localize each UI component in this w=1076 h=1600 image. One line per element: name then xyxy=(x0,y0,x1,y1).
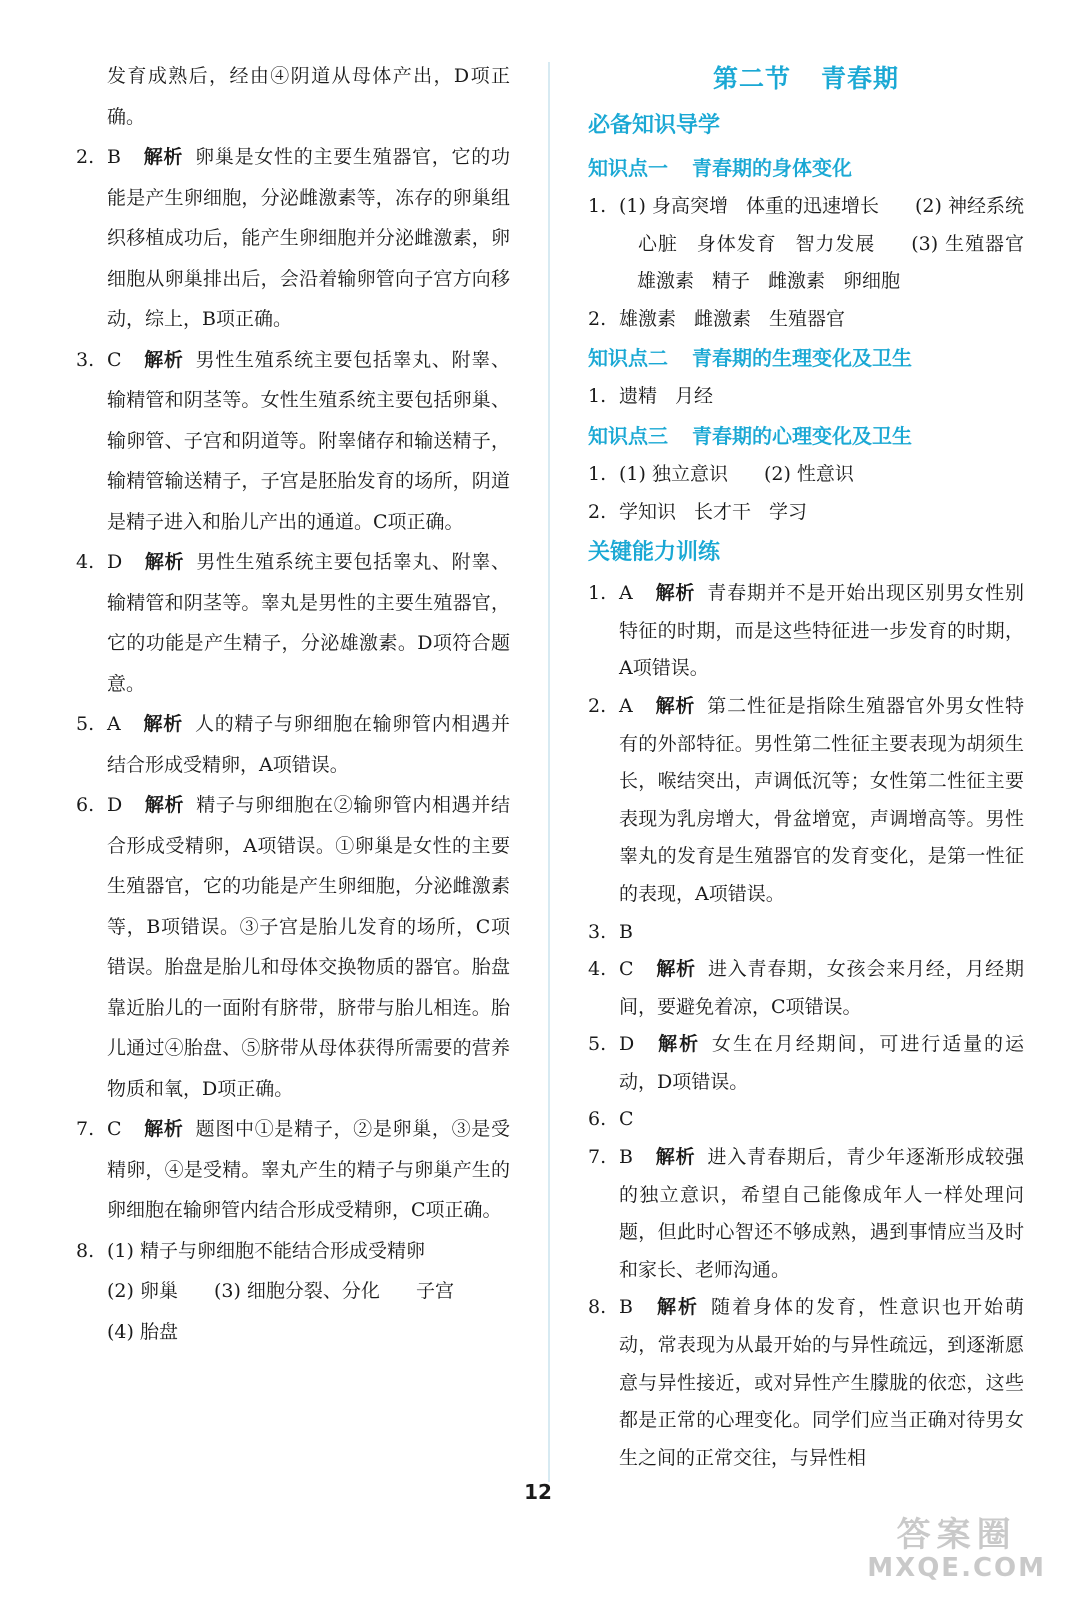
training-item-4: 4. C 解析 进入青春期，女孩会来月经，月经期间，要避免着凉，C项错误。 xyxy=(588,958,1024,1018)
answer-item-7: 7. C 解析 题图中①是精子，②是卵巢，③是受精卵，④是受精。睾丸产生的精子与卵巢产生的卵细胞在输卵管内结合形成受精卵，C项正确。 xyxy=(76,1118,510,1221)
answer-item-6: 6. D 解析 精子与卵细胞在②输卵管内相遇并结合形成受精卵，A项错误。①卵巢是女性的主要生殖器官，它的功能是产生卵细胞，分泌雌激素等，B项错误。③子宫是胎儿发育的场所，C项错误。胎盘是胎儿和母体交换物质的器官。胎盘靠近胎儿的一面附有脐带，脐带与胎儿相连。胎儿通过④胎盘、⑤脐带从母体获得所需要的营养物质和氧，D项正确。 xyxy=(76,794,510,1100)
kp1-item-1: 1. (1) 身高突增 体重的迅速增长 (2) 神经系统心脏 身体发育 智力发展 (3) 生殖器官雄激素 精子 雌激素 卵细胞 xyxy=(588,195,1024,293)
answer-item-4: 4. D 解析 男性生殖系统主要包括睾丸、附睾、输精管和阴茎等。睾丸是男性的主要生殖器官，它的功能是产生精子，分泌雄激素。D项符合题意。 xyxy=(76,551,510,695)
answer-item-8: 8. (1) 精子与卵细胞不能结合形成受精卵 (2) 卵巢 (3) 细胞分裂、分化 子宫 (4) 胎盘 xyxy=(76,1231,510,1353)
heading-key-ability-training: 关键能力训练 xyxy=(588,540,721,566)
page-number: 12 xyxy=(524,1480,552,1504)
knowledge-point-1-heading: 知识点一 青春期的身体变化 xyxy=(588,156,852,180)
item-8-parts-2-3: (2) 卵巢 (3) 细胞分裂、分化 子宫 xyxy=(107,1280,454,1302)
answer-item-3: 3. C 解析 男性生殖系统主要包括睾丸、附睾、输精管和阴茎等。女性生殖系统主要包括卵巢、输卵管、子宫和阴道等。附睾储存和输送精子，输精管输送精子，子宫是胚胎发育的场所，阴道是精子进入和胎儿产出的通道。C项正确。 xyxy=(76,348,510,533)
item-8-part-4: (4) 胎盘 xyxy=(107,1320,178,1343)
training-item-8: 8. B 解析 随着身体的发育，性意识也开始萌动，常表现为从最开始的与异性疏远，到逐渐愿意与异性接近，或对异性产生朦胧的依恋，这些都是正常的心理变化。同学们应当正确对待男女生之间的正常交往，与异性相 xyxy=(588,1296,1024,1469)
training-item-6: 6. C xyxy=(588,1108,634,1131)
training-item-2: 2. A 解析 第二性征是指除生殖器官外男女性特有的外部特征。男性第二性征主要表现为胡须生长，喉结突出，声调低沉等；女性第二性征主要表现为乳房增大，骨盆增宽，声调增高等。男性睾丸的发育是生殖器官的发育变化，是第一性征的表现，A项错误。 xyxy=(588,694,1024,905)
continuation-paragraph: 发育成熟后，经由④阴道从母体产出，D项正确。 xyxy=(107,65,510,128)
kp3-item-2: 2. 学知识 长才干 学习 xyxy=(588,500,808,523)
answer-item-5: 5. A 解析 人的精子与卵细胞在输卵管内相遇并结合形成受精卵，A项错误。 xyxy=(76,713,510,776)
watermark-text: 答案圈 xyxy=(896,1515,1017,1555)
right-column xyxy=(588,56,1024,1477)
training-item-3: 3. B xyxy=(588,920,633,943)
watermark-logo xyxy=(867,1516,1046,1582)
heading-knowledge-guide: 必备知识导学 xyxy=(588,113,721,138)
kp1-item-2: 2. 雄激素 雌激素 生殖器官 xyxy=(588,307,846,330)
column-divider xyxy=(548,62,550,1482)
answer-item-2: 2. B 解析 卵巢是女性的主要生殖器官，它的功能是产生卵细胞，分泌雌激素等，冻存的卵巢组织移植成功后，能产生卵细胞并分泌雌激素，卵细胞从卵巢排出后，会沿着输卵管向子宫方向移动，综上，B项正确。 xyxy=(76,146,510,330)
item-8-part-1: (1) 精子与卵细胞不能结合形成受精卵 xyxy=(107,1239,425,1262)
left-column xyxy=(76,56,510,1352)
knowledge-point-3-heading: 知识点三 青春期的心理变化及卫生 xyxy=(588,423,912,448)
training-item-7: 7. B 解析 进入青春期后，青少年逐渐形成较强的独立意识，希望自己能像成年人一样处理问题，但此时心智还不够成熟，遇到事情应当及时和家长、老师沟通。 xyxy=(588,1146,1024,1281)
kp3-item-1: 1. (1) 独立意识 (2) 性意识 xyxy=(588,462,854,485)
knowledge-point-2-heading: 知识点二 青春期的生理变化及卫生 xyxy=(588,346,912,371)
training-item-1: 1. A 解析 青春期并不是开始出现区别男女性别特征的时期，而是这些特征进一步发育的时期，A项错误。 xyxy=(588,582,1024,680)
section-title: 第二节 青春期 xyxy=(712,64,900,93)
training-item-5: 5. D 解析 女生在月经期间，可进行适量的运动，D项错误。 xyxy=(588,1033,1024,1093)
watermark-url: MXQE.COM xyxy=(867,1553,1046,1583)
kp2-item-1: 1. 遗精 月经 xyxy=(588,385,714,408)
